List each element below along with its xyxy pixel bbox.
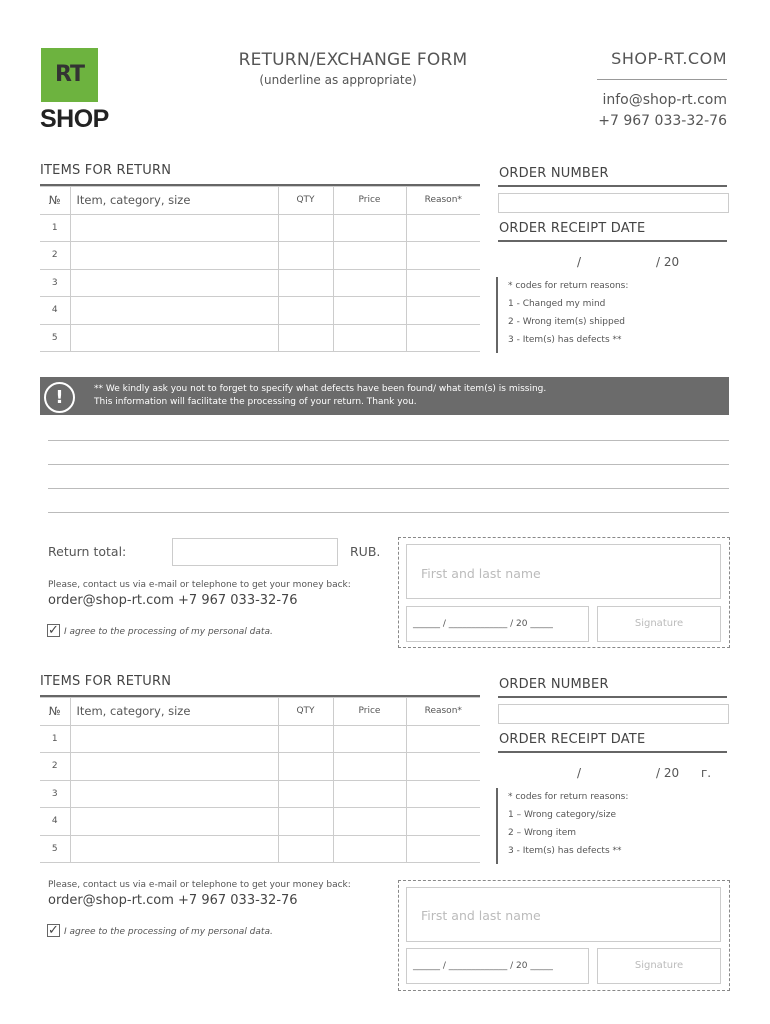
items-for-return-title-2: ITEMS FOR RETURN [40, 674, 172, 689]
price-cell[interactable] [333, 214, 406, 242]
defect-writing-line-3[interactable] [48, 488, 729, 489]
reason-codes-list-2 [496, 788, 628, 864]
return-total-label: Return total: [48, 544, 127, 559]
signature-date-fill: ______ / _____________ / 20 _____ [413, 619, 553, 629]
consent-checkbox-2[interactable]: ✓ [48, 923, 59, 938]
items-table-2 [40, 697, 480, 863]
item-cell[interactable] [70, 324, 278, 352]
order-date-rule-2 [498, 751, 727, 753]
price-cell[interactable] [333, 324, 406, 352]
order-date-year: / 20 [656, 255, 680, 269]
notice-line-1: ** We kindly ask you not to forget to specify what defects have been found/ what item(s) is missing. [94, 384, 547, 394]
reason-cell[interactable] [406, 808, 480, 836]
logo-rt-text: RT [55, 62, 84, 87]
price-cell[interactable] [333, 780, 406, 808]
currency-label: RUB. [350, 544, 381, 559]
qty-cell[interactable] [278, 835, 333, 863]
form-title: RETURN/EXCHANGE FORM [238, 50, 468, 70]
col-number: № [40, 187, 70, 215]
col-qty: QTY [278, 698, 333, 726]
col-price: Price [333, 187, 406, 215]
row-number: 1 [40, 214, 70, 242]
row-number: 5 [40, 835, 70, 863]
exclamation-icon: ! [44, 382, 75, 413]
contact-phone[interactable]: +7 967 033-32-76 [598, 113, 727, 129]
table-row [40, 808, 480, 836]
row-number: 5 [40, 324, 70, 352]
col-number: № [40, 698, 70, 726]
signature-placeholder-2: Signature [634, 960, 684, 971]
reason-codes-heading: * codes for return reasons: [508, 792, 629, 802]
col-reason: Reason* [406, 698, 480, 726]
row-number: 3 [40, 269, 70, 297]
reason-code-2: 2 – Wrong item [508, 828, 577, 838]
price-cell[interactable] [333, 808, 406, 836]
order-date-slash: / [577, 255, 582, 269]
row-number: 4 [40, 808, 70, 836]
reason-cell[interactable] [406, 214, 480, 242]
col-reason: Reason* [406, 187, 480, 215]
reason-cell[interactable] [406, 297, 480, 325]
item-cell[interactable] [70, 725, 278, 753]
price-cell[interactable] [333, 242, 406, 270]
qty-cell[interactable] [278, 297, 333, 325]
table-row [40, 269, 480, 297]
reason-cell[interactable] [406, 242, 480, 270]
table-row [40, 835, 480, 863]
price-cell[interactable] [333, 835, 406, 863]
qty-cell[interactable] [278, 753, 333, 781]
item-cell[interactable] [70, 297, 278, 325]
consent-checkbox[interactable]: ✓ [48, 623, 59, 638]
order-number-label: ORDER NUMBER [499, 166, 609, 181]
price-cell[interactable] [333, 753, 406, 781]
order-number-rule [498, 185, 727, 187]
items-table [40, 186, 480, 352]
row-number: 1 [40, 725, 70, 753]
refund-contact-line[interactable]: order@shop-rt.com +7 967 033-32-76 [48, 593, 298, 608]
price-cell[interactable] [333, 725, 406, 753]
reason-code-2: 2 - Wrong item(s) shipped [508, 317, 625, 327]
reason-codes-heading: * codes for return reasons: [508, 281, 629, 291]
table-row [40, 242, 480, 270]
refund-contact-text: Please, contact us via e-mail or telephone to get your money back: [48, 580, 351, 590]
reason-code-1: 1 – Wrong category/size [508, 810, 616, 820]
item-cell[interactable] [70, 242, 278, 270]
table-row [40, 753, 480, 781]
reason-code-1: 1 - Changed my mind [508, 299, 606, 309]
table-row [40, 780, 480, 808]
reason-cell[interactable] [406, 269, 480, 297]
item-cell[interactable] [70, 753, 278, 781]
item-cell[interactable] [70, 214, 278, 242]
row-number: 2 [40, 242, 70, 270]
site-divider [597, 79, 727, 80]
reason-code-3: 3 - Item(s) has defects ** [508, 846, 622, 856]
reason-cell[interactable] [406, 324, 480, 352]
col-item: Item, category, size [70, 698, 278, 726]
row-number: 4 [40, 297, 70, 325]
table-row [40, 297, 480, 325]
order-date-label: ORDER RECEIPT DATE [499, 221, 646, 236]
row-number: 2 [40, 753, 70, 781]
order-date-year-2: / 20 [656, 766, 680, 780]
site-name: SHOP-RT.COM [611, 49, 727, 68]
item-cell[interactable] [70, 808, 278, 836]
order-date-label-2: ORDER RECEIPT DATE [499, 732, 646, 747]
row-number: 3 [40, 780, 70, 808]
price-cell[interactable] [333, 297, 406, 325]
qty-cell[interactable] [278, 324, 333, 352]
reason-cell[interactable] [406, 753, 480, 781]
price-cell[interactable] [333, 269, 406, 297]
form-subtitle: (underline as appropriate) [259, 73, 417, 87]
col-price: Price [333, 698, 406, 726]
defect-writing-line-4[interactable] [48, 512, 729, 513]
contact-email[interactable]: info@shop-rt.com [602, 92, 727, 108]
item-cell[interactable] [70, 780, 278, 808]
col-qty: QTY [278, 187, 333, 215]
consent-label: I agree to the processing of my personal data. [64, 627, 273, 637]
reason-cell[interactable] [406, 780, 480, 808]
qty-cell[interactable] [278, 242, 333, 270]
order-number-rule-2 [498, 696, 727, 698]
order-number-input-2[interactable] [498, 704, 729, 724]
notice-line-2: This information will facilitate the processing of your return. Thank you. [94, 396, 417, 407]
reason-cell[interactable] [406, 835, 480, 863]
order-date-slash-2: / [577, 766, 582, 780]
reason-codes-list [496, 277, 628, 353]
defect-writing-line-1[interactable] [48, 440, 729, 441]
qty-cell[interactable] [278, 725, 333, 753]
col-item: Item, category, size [70, 187, 278, 215]
item-cell[interactable] [70, 835, 278, 863]
defect-writing-line-2[interactable] [48, 464, 729, 465]
qty-cell[interactable] [278, 780, 333, 808]
table-header-row [40, 698, 480, 726]
qty-cell[interactable] [278, 269, 333, 297]
consent-label-2: I agree to the processing of my personal data. [64, 927, 273, 937]
table-row [40, 725, 480, 753]
logo-shop-text: SHOP [40, 105, 109, 133]
table-row [40, 214, 480, 242]
name-placeholder-2: First and last name [421, 908, 541, 923]
order-number-input[interactable] [498, 193, 729, 213]
table-row [40, 324, 480, 352]
reason-code-3: 3 - Item(s) has defects ** [508, 335, 622, 345]
refund-contact-text-2: Please, contact us via e-mail or telephone to get your money back: [48, 880, 351, 890]
table-header-row [40, 187, 480, 215]
order-number-label-2: ORDER NUMBER [499, 677, 609, 692]
qty-cell[interactable] [278, 808, 333, 836]
order-date-suffix-2: г. [701, 766, 712, 780]
refund-contact-line-2[interactable]: order@shop-rt.com +7 967 033-32-76 [48, 893, 298, 908]
notice-text [94, 383, 546, 408]
items-for-return-title: ITEMS FOR RETURN [40, 163, 172, 178]
reason-cell[interactable] [406, 725, 480, 753]
return-total-input[interactable] [172, 538, 338, 566]
qty-cell[interactable] [278, 214, 333, 242]
signature-date-fill-2: ______ / _____________ / 20 _____ [413, 961, 553, 971]
signature-placeholder: Signature [634, 618, 684, 629]
item-cell[interactable] [70, 269, 278, 297]
name-placeholder: First and last name [421, 566, 541, 581]
order-date-rule [498, 240, 727, 242]
